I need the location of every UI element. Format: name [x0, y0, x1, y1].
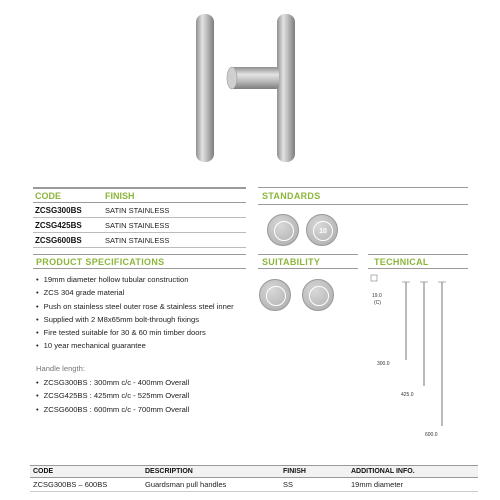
handle-length-label: Handle length: [36, 364, 85, 373]
col-header-code: CODE [33, 189, 103, 203]
list-item: • ZCSG300BS : 300mm c/c - 400mm Overall [36, 376, 189, 389]
list-item: • Fire tested suitable for 30 & 60 min timber doors [36, 326, 234, 339]
dim-600-label: 600.0 [425, 432, 438, 438]
dim-425-label: 425.0 [401, 392, 414, 398]
dim-300-label: 300.0 [377, 361, 390, 367]
summary-additional-info: 19mm diameter [348, 478, 478, 492]
suitability-heading: SUITABILITY [262, 257, 321, 267]
fire-door-icon [259, 279, 291, 311]
table-row [33, 218, 246, 233]
top-rule-right [258, 187, 468, 188]
fire-rating-icon [267, 214, 299, 246]
col-header-finish: FINISH [103, 189, 246, 203]
list-item: • ZCSG600BS : 600mm c/c - 700mm Overall [36, 403, 189, 416]
summary-finish: SS [280, 478, 348, 492]
list-item: • Push on stainless steel outer rose & stainless steel inner [36, 300, 234, 313]
diameter-unit: (C) [374, 300, 381, 306]
standards-heading: STANDARDS [262, 191, 321, 201]
row-code: ZCSG300BS [33, 203, 103, 218]
ten-year-guarantee-icon [306, 214, 338, 246]
product-specifications-heading: PRODUCT SPECIFICATIONS [36, 257, 165, 267]
handle-length-list [36, 376, 189, 416]
product-image [185, 12, 305, 164]
commercial-door-icon [302, 279, 334, 311]
diameter-value: 19.0 [372, 293, 382, 299]
row-code: ZCSG425BS [33, 218, 103, 233]
table-row [33, 203, 246, 218]
suitability-rule-bottom [258, 268, 358, 269]
handle-standoff [231, 67, 279, 89]
summary-col-description: DESCRIPTION [142, 466, 280, 478]
technical-rule-bottom [368, 268, 468, 269]
table-row [33, 233, 246, 248]
row-finish: SATIN STAINLESS [103, 233, 246, 248]
list-item: • 10 year mechanical guarantee [36, 339, 234, 352]
summary-code: ZCSG300BS – 600BS [30, 478, 142, 492]
list-item: • ZCSG425BS : 425mm c/c - 525mm Overall [36, 389, 189, 402]
specs-rule-top [33, 254, 246, 255]
row-finish: SATIN STAINLESS [103, 203, 246, 218]
specification-list [36, 273, 234, 353]
standards-rule [258, 204, 468, 205]
technical-heading: TECHNICAL [374, 257, 429, 267]
row-code: ZCSG600BS [33, 233, 103, 248]
summary-description: Guardsman pull handles [142, 478, 280, 492]
handle-bar-right [277, 14, 295, 162]
list-item: • 19mm diameter hollow tubular construction [36, 273, 234, 286]
list-item: • Supplied with 2 M8x65mm bolt-through fixings [36, 313, 234, 326]
summary-table [30, 465, 478, 492]
summary-col-additional-info: ADDITIONAL INFO. [348, 466, 478, 478]
summary-col-finish: FINISH [280, 466, 348, 478]
technical-rule-top [368, 254, 468, 255]
suitability-rule-top [258, 254, 358, 255]
specs-rule-bottom [33, 268, 246, 269]
list-item: • ZCS 304 grade material [36, 286, 234, 299]
technical-drawing [368, 272, 478, 442]
summary-col-code: CODE [30, 466, 142, 478]
table-row [30, 478, 478, 492]
code-finish-table [33, 188, 246, 248]
ten-year-number: 10 [313, 221, 333, 241]
handle-bar-left [196, 14, 214, 162]
row-finish: SATIN STAINLESS [103, 218, 246, 233]
